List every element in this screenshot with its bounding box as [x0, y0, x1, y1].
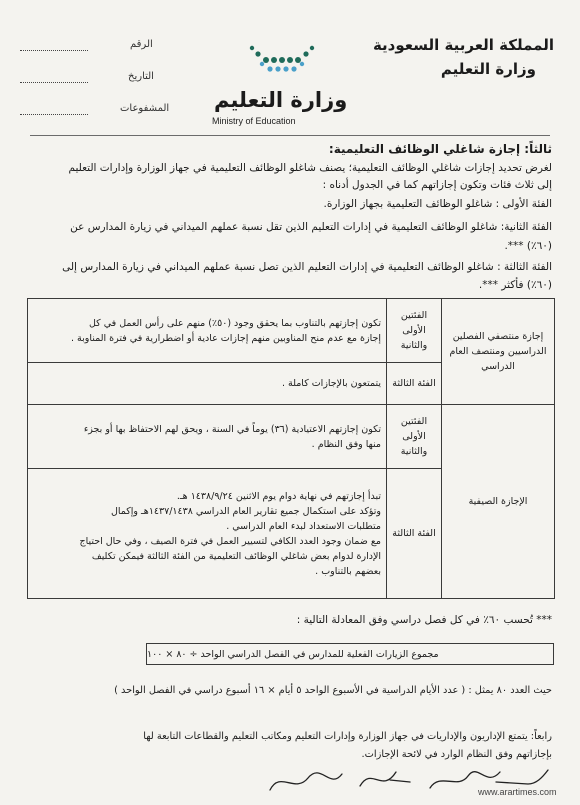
row1-group-a-cell [387, 299, 442, 363]
row2-text-b-line-5: الإدارة لدوام بعض شاغلي الوظائف التعليمية من الفئة الثالثة فيمكن تكليف [91, 550, 381, 562]
ref-number-label: الرقم [130, 39, 153, 50]
row2-category-cell [442, 405, 555, 599]
logo-mark-icon [200, 38, 360, 90]
row2-text-a-line-2: منها وفق النظام . [311, 438, 381, 450]
section-title: ثالثاً: إجازة شاغلي الوظائف التعليمية: [328, 142, 552, 156]
logo-english-text: Ministry of Education [212, 116, 296, 126]
ref-attachments-label: المشفوعات [120, 103, 170, 114]
category-3-line-2: (٦٠٪) فأكثر ***. [478, 279, 552, 291]
row1-text-a-line-1: تكون إجازتهم بالتناوب بما يحقق وجود (٥٠٪) منهم على رأس العمل في كل [88, 317, 381, 329]
table-row [28, 299, 555, 363]
row2-text-a-line-1: تكون إجازتهم الاعتيادية (٣٦) يوماً في السنة ، ويحق لهم الاحتفاظ بها أو بجزء [83, 423, 381, 435]
formula-box [146, 643, 554, 665]
row2-text-b-line-4: مع ضمان وجود العدد الكافي لتسيير العمل في فترة الصيف ، وفي حال احتياج [79, 535, 381, 547]
logo-arabic-text: وزارة التعليم [214, 88, 348, 112]
fourth-line-1: رابعاً: يتمتع الإداريون والإداريات في جهاز الوزارة وإدارات التعليم ومكاتب التعليم والقطاعات التابعة لها [143, 731, 552, 742]
category-2-line-2: (٦٠٪) ***. [504, 240, 552, 252]
vacation-table [27, 298, 555, 599]
row1-category-cell [442, 299, 555, 405]
row2-text-b-line-6: بعضهم بالتناوب . [315, 565, 381, 577]
row1-text-b: يتمتعون بالإجازات كاملة . [281, 378, 381, 389]
row1-text-a-cell [28, 299, 387, 363]
row2-group-b: الفئة الثالثة [392, 528, 436, 539]
fourth-line-2: بإجازاتهم وفق النظام الوارد في لائحة الإجازات. [361, 749, 552, 760]
header-divider [30, 135, 550, 136]
count-note: حيث العدد ٨٠ يمثل : ( عدد الأيام الدراسية في الأسبوع الواحد ٥ أيام × ١٦ أسبوع دراسي في الفصل الواحد ) [114, 685, 552, 696]
row2-group-a: الفئتين الأولى والثانية [400, 416, 428, 457]
ref-date-label: التاريخ [128, 71, 154, 82]
row2-text-b-line-3: متطلبات الاستعداد لبدء العام الدراسي . [226, 520, 381, 532]
row2-category: الإجازة الصيفية [468, 496, 528, 507]
formula-text: مجموع الزيارات الفعلية للمدارس في الفصل الدراسي الواحد ÷ ٨٠ × ١٠٠ [147, 648, 439, 660]
calc-note: *** تُحسب ٦٠٪ في كل فصل دراسي وفق المعادلة التالية : [296, 614, 552, 626]
intro-line-2: إلى ثلاث فئات وتكون إجازاتهم كما في الجدول أدناه : [322, 179, 552, 191]
row2-group-a-cell [387, 405, 442, 469]
category-3-line-1: الفئة الثالثة : شاغلو الوظائف التعليمية في إدارات التعليم الذين تصل نسبة عملهم الميداني في زيارة المدارس إلى [62, 261, 552, 273]
watermark-text: www.arartimes.com [478, 787, 557, 797]
row2-text-a-cell [28, 405, 387, 469]
intro-line-1: لغرض تحديد إجازات شاغلي الوظائف التعليمية؛ يصنف شاغلو الوظائف التعليمية في جهاز الوزارة وإدارات التعليم [68, 162, 552, 174]
row1-group-b-cell [387, 363, 442, 405]
table-row [28, 405, 555, 469]
ministry-heading: وزارة التعليم [440, 60, 536, 78]
row1-group-b: الفئة الثالثة [392, 378, 436, 389]
row1-text-a-line-2: إجازة مع عدم منح المناوبين منهم إجازات عادية أو اضطرارية في فترة المناوبة . [70, 332, 381, 344]
row2-text-b-line-1: تبدأ إجازتهم في نهاية دوام يوم الاثنين ١٤٣٨/٩/٢٤ هـ. [176, 490, 381, 502]
kingdom-heading: المملكة العربية السعودية [372, 36, 554, 54]
row1-category: إجازة منتصفي الفصلين الدراسيين ومنتصف العام الدراسي [449, 331, 547, 372]
row2-text-b-line-2: وتؤكد على استكمال جميع تقارير العام الدراسي ١٤٣٧/١٤٣٨هـ وإكمال [110, 505, 381, 517]
category-1-text: الفئة الأولى : شاغلو الوظائف التعليمية بجهاز الوزارة. [323, 198, 552, 210]
row2-text-b-cell [28, 469, 387, 599]
row1-group-a: الفئتين الأولى والثانية [400, 310, 428, 351]
category-2-line-1: الفئة الثانية: شاغلو الوظائف التعليمية في إدارات التعليم الذين تقل نسبة عملهم الميداني في زيارة المدارس عن [70, 221, 552, 233]
row1-text-b-cell [28, 363, 387, 405]
row2-group-b-cell [387, 469, 442, 599]
